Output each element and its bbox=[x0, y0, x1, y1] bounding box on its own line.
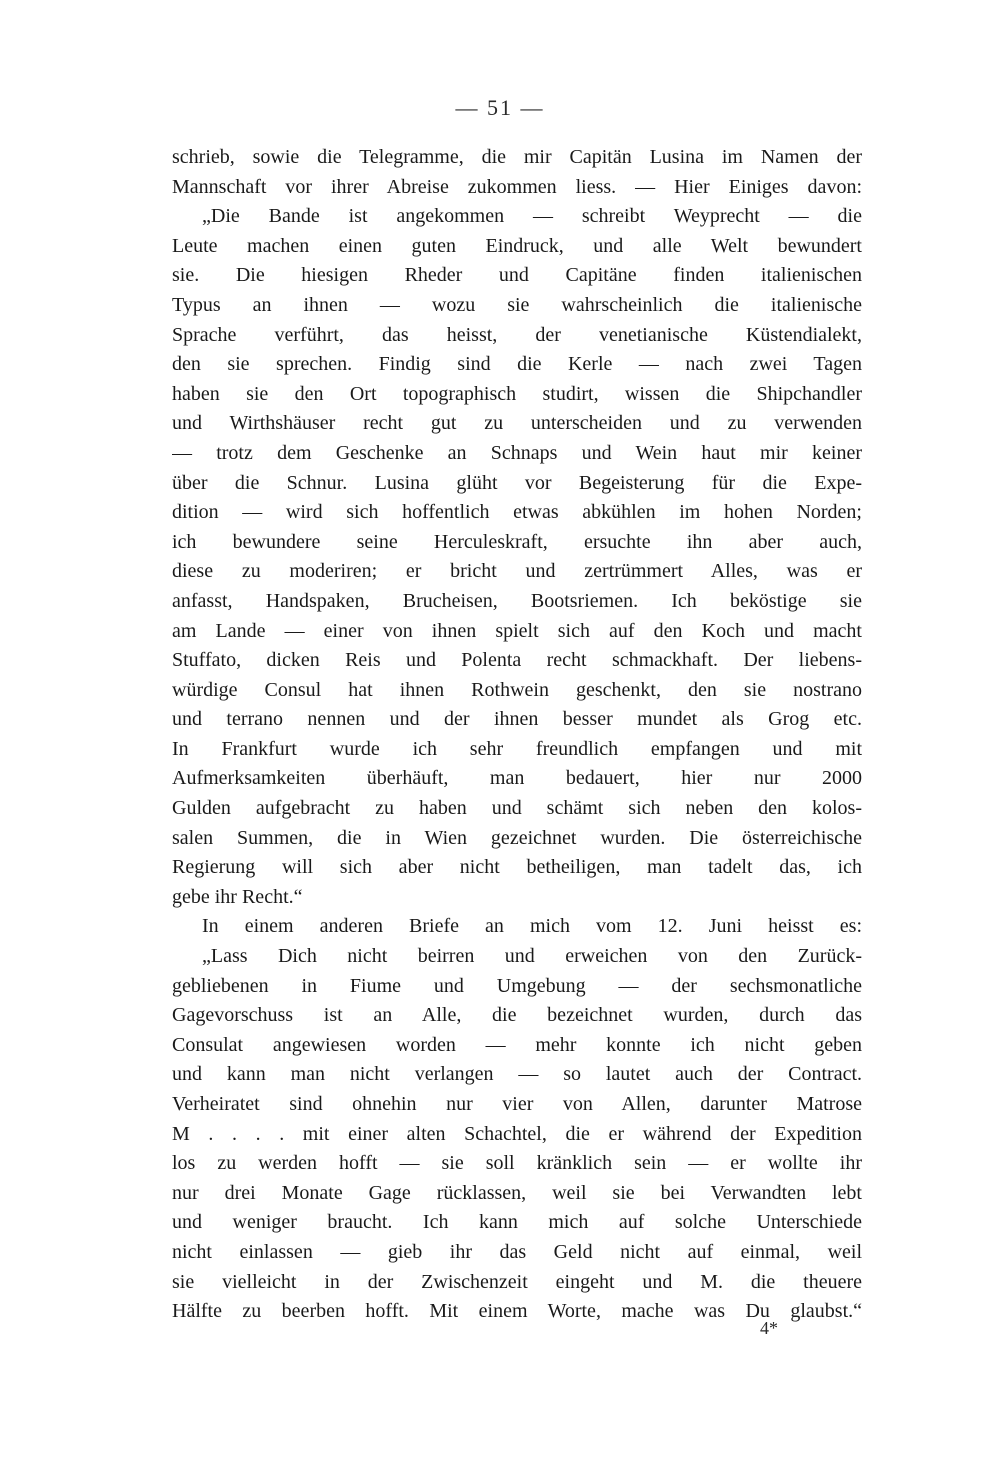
text-line: ich bewundere seine Herculeskraft, ersuchte ihn aber auch, bbox=[172, 530, 862, 553]
text-line: und Wirthshäuser recht gut zu unterscheiden und zu verwenden bbox=[172, 412, 862, 435]
text-line: los zu werden hofft — sie soll kränklich sein — er wollte ihr bbox=[172, 1152, 862, 1175]
text-line: Hälfte zu beerben hofft. Mit einem Worte, mache was Du glaubst.“ bbox=[172, 1300, 862, 1323]
text-line: Mannschaft vor ihrer Abreise zukommen liess. — Hier Einiges davon: bbox=[172, 175, 862, 198]
text-line: Aufmerksamkeiten überhäuft, man bedauert, hier nur 2000 bbox=[172, 767, 862, 790]
text-line: nur drei Monate Gage rücklassen, weil sie bei Verwandten lebt bbox=[172, 1181, 862, 1204]
text-line: und weniger braucht. Ich kann mich auf solche Unterschiede bbox=[172, 1211, 862, 1234]
text-line: „Die Bande ist angekommen — schreibt Weyprecht — die bbox=[202, 205, 862, 228]
text-line: am Lande — einer von ihnen spielt sich auf den Koch und macht bbox=[172, 619, 862, 642]
text-line: Regierung will sich aber nicht betheiligen, man tadelt das, ich bbox=[172, 856, 862, 879]
text-line: den sie sprechen. Findig sind die Kerle — nach zwei Tagen bbox=[172, 353, 862, 376]
text-line: Verheiratet sind ohnehin nur vier von Allen, darunter Matrose bbox=[172, 1093, 862, 1115]
text-line: haben sie den Ort topographisch studirt, wissen die Shipchandler bbox=[172, 382, 862, 405]
text-line: würdige Consul hat ihnen Rothwein geschenkt, den sie nostrano bbox=[172, 678, 862, 701]
text-line: salen Summen, die in Wien gezeichnet wurden. Die österreichische bbox=[172, 826, 862, 849]
text-line: Stuffato, dicken Reis und Polenta recht schmackhaft. Der liebens- bbox=[172, 649, 862, 672]
text-line: schrieb, sowie die Telegramme, die mir Capitän Lusina im Namen der bbox=[172, 146, 862, 168]
text-line: Typus an ihnen — wozu sie wahrscheinlich die italienische bbox=[172, 293, 862, 316]
text-line: und kann man nicht verlangen — so lautet auch der Contract. bbox=[172, 1063, 862, 1086]
text-line: gebliebenen in Fiume und Umgebung — der sechsmonatliche bbox=[172, 974, 862, 997]
text-line: dition — wird sich hoffentlich etwas abkühlen im hohen Norden; bbox=[172, 501, 862, 524]
text-line: In Frankfurt wurde ich sehr freundlich empfangen und mit bbox=[172, 737, 862, 760]
text-line: sie. Die hiesigen Rheder und Capitäne finden italienischen bbox=[172, 264, 862, 287]
page-number: — 51 — bbox=[455, 95, 545, 120]
text-line: gebe ihr Recht.“ bbox=[172, 885, 303, 908]
text-line: diese zu moderiren; er bricht und zertrümmert Alles, was er bbox=[172, 560, 862, 583]
text-line: und terrano nennen und der ihnen besser mundet als Grog etc. bbox=[172, 708, 862, 731]
text-line: „Lass Dich nicht beirren und erweichen von den Zurück- bbox=[202, 945, 862, 968]
text-line: anfasst, Handspaken, Brucheisen, Bootsriemen. Ich beköstige sie bbox=[172, 589, 862, 612]
text-line: In einem anderen Briefe an mich vom 12. Juni heisst es: bbox=[202, 915, 862, 938]
text-line: nicht einlassen — gieb ihr das Geld nicht auf einmal, weil bbox=[172, 1240, 862, 1263]
text-line: Sprache verführt, das heisst, der venetianische Küstendialekt, bbox=[172, 323, 862, 346]
text-line: über die Schnur. Lusina glüht vor Begeisterung für die Expe- bbox=[172, 471, 862, 494]
body-text bbox=[172, 143, 862, 1327]
printer-signature: 4* bbox=[760, 1318, 778, 1338]
text-line: Gagevorschuss ist an Alle, die bezeichnet wurden, durch das bbox=[172, 1004, 862, 1027]
text-line: M . . . . mit einer alten Schachtel, die er während der Expedition bbox=[172, 1122, 862, 1145]
text-line: Leute machen einen guten Eindruck, und alle Welt bewundert bbox=[172, 234, 862, 257]
text-line: Gulden aufgebracht zu haben und schämt sich neben den kolos- bbox=[172, 797, 862, 820]
text-line: Consulat angewiesen worden — mehr konnte ich nicht geben bbox=[172, 1033, 862, 1056]
text-line: sie vielleicht in der Zwischenzeit eingeht und M. die theuere bbox=[172, 1270, 862, 1293]
text-line: — trotz dem Geschenke an Schnaps und Wein haut mir keiner bbox=[172, 441, 862, 464]
